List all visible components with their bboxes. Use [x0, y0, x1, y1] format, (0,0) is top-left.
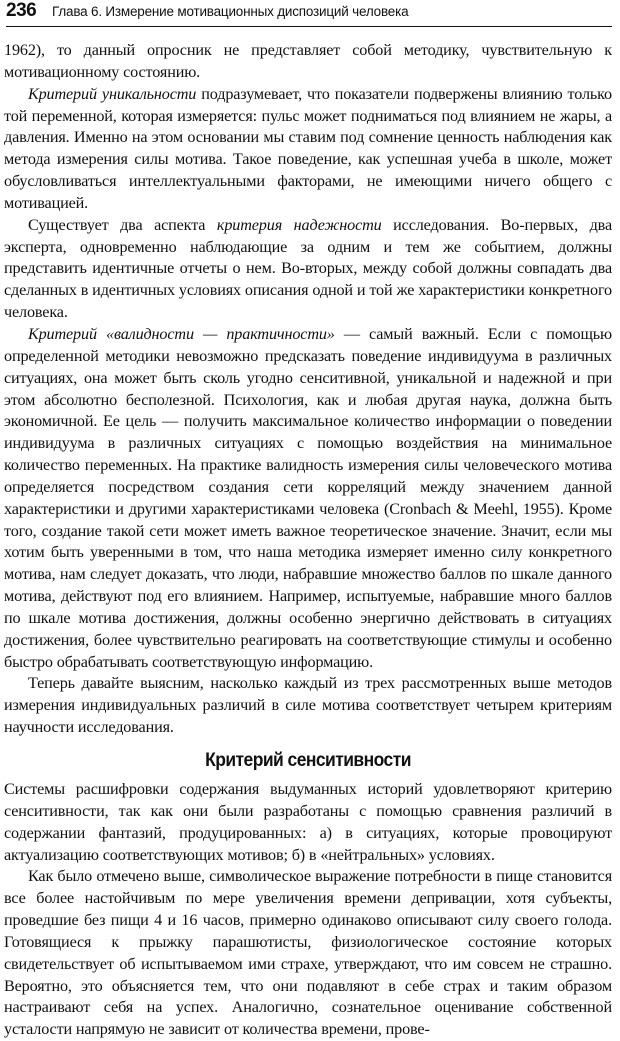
paragraph-text: Как было отмечено выше, символическое выражение потребности в пище становится все более настойчивым по мере увеличения времени депривации, хотя субъекты, проведшие без пищи 4 и 16 часов, примерно одинаково описывают силу своего голода. Готовящиеся к прыжку парашютисты, физиологическое состояние которых свидетельствует об испытываемом ими страхе, утверждают, что им совсем не страшно. Вероятно, это объясняется тем, что они подавляют в себе страх и таким образом настраивают себя на успех. Аналогично, сознательное оценивание собственной усталости напрямую не зависит от количества времени, прове- [4, 867, 612, 1039]
chapter-title: Глава 6. Измерение мотивационных диспозиций человека [52, 4, 409, 19]
paragraph-validity-criterion [4, 324, 612, 674]
running-header [6, 0, 612, 27]
paragraph-text: исследования. Во-первых, два эксперта, одновременно наблюдающие за одним и тем же событием, должны представить идентичные отчеты о нем. Во-вторых, между собой должны совпадать два сделанных в идентичных условиях описания одной и той же характеристики конкретного человека. [4, 215, 612, 322]
section-heading: Критерий сенситивности [205, 750, 411, 771]
paragraph-text: Системы расшифровки содержания выдуманных историй удовлетворяют критерию сенситивности, так как они были разработаны с помощью сравнения различий в содержании фантазий, продуцированных: а) в ситуациях, которые провоцируют актуализацию соответствующих мотивов; б) в «нейтральных» условиях. [4, 780, 612, 864]
paragraph-uniqueness-criterion [4, 84, 612, 215]
term-validity-criterion: Критерий «валидности — практичности» [28, 324, 335, 343]
paragraph-reliability-criterion [4, 215, 612, 324]
paragraph-text: 1962), то данный опросник не представляет собой методику, чувствительную к мотивационному состоянию. [4, 41, 612, 81]
paragraph-text: — самый важный. Если с помощью определенной методики невозможно предсказать поведение индивидуума в различных ситуациях, она может быть сколь угодно сенситивной, уникальной и надежной и при этом абсолютно бесполезной. Психология, как и любая другая наука, должна быть экономичной. Ее цель — получить максимальное количество информации о поведении индивидуума в различных ситуациях с помощью воздействия на минимальное количество переменных. На практике валидность измерения силы человеческого мотива определяется посредством создания сети корреляций между значением данной характеристики и другими характеристиками человека (Cronbach & Meehl, 1955). Кроме того, создание такой сети может иметь важное теоретическое значение. Значит, если мы хотим быть уверенными в том, что наша методика измеряет именно силу конкретного мотива, нам следует доказать, что люди, набравшие множество баллов по шкале данного мотива, действуют под его влиянием. Например, испытуемые, набравшие много баллов по шкале мотива достижения, должны особенно энергично действовать в ситуациях достижения, более чувствительно реагировать на соответствующие стимулы и особенно быстро обрабатывать соответствующую информацию. [4, 324, 612, 671]
paragraph-continuation [4, 40, 612, 84]
body-text [4, 40, 612, 1041]
paragraph-section-body [4, 866, 612, 1041]
paragraph-text: Теперь давайте выясним, насколько каждый из трех рассмотренных выше методов измерения индивидуальных различий в силе мотива соответствует четырем критериям научности исследования. [4, 674, 612, 737]
paragraph-text: подразумевает, что показатели подвержены влиянию только той переменной, которая измеряется: пульс может подниматься под влиянием не жары, а давления. Именно на этом основании мы ставим под сомнение ценность наблюдения как метода измерения силы мотива. Такое поведение, как успешная учеба в школе, может обусловливаться интеллектуальными факторами, не имеющими ничего общего с мотивацией. [4, 84, 612, 212]
page-number: 236 [6, 0, 37, 21]
term-uniqueness-criterion: Критерий уникальности [28, 84, 197, 103]
paragraph-lead: Существует два аспекта [28, 215, 217, 234]
paragraph-section-intro [4, 779, 612, 866]
term-reliability-criterion: критерия надежности [216, 215, 382, 234]
paragraph-transition [4, 673, 612, 739]
